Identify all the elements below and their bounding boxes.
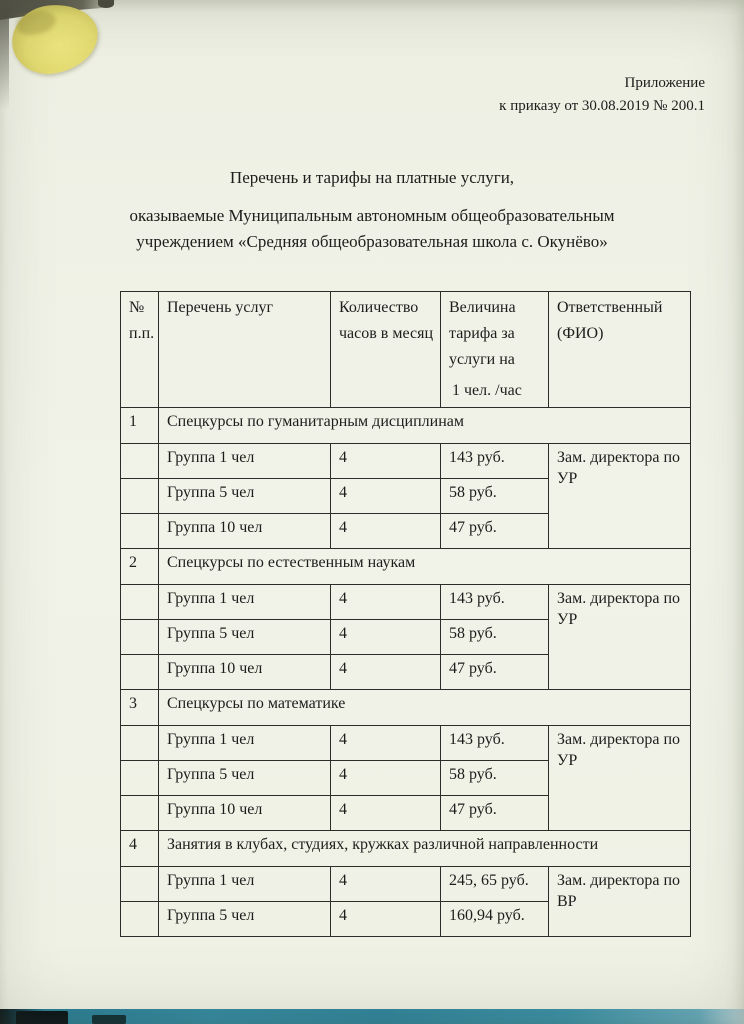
scan-left-edge-shade xyxy=(0,0,9,110)
section-2-responsible: Зам. директора по УР xyxy=(549,584,691,689)
section-3-title: Спецкурсы по математике xyxy=(159,689,691,725)
section-1-responsible: Зам. директора по УР xyxy=(549,443,691,548)
row-service: Группа 1 чел xyxy=(159,443,331,478)
row-tariff: 143 руб. xyxy=(441,443,549,478)
section-1-row xyxy=(121,407,691,443)
row-tariff: 58 руб. xyxy=(441,619,549,654)
row-tariff: 58 руб. xyxy=(441,760,549,795)
row-service: Группа 1 чел xyxy=(159,866,331,901)
row-service: Группа 10 чел xyxy=(159,513,331,548)
row-num-empty xyxy=(121,513,159,548)
section-4-row xyxy=(121,830,691,866)
annotation-line1: Приложение xyxy=(624,75,705,91)
scan-top-mark xyxy=(98,0,114,8)
section-1-title: Спецкурсы по гуманитарным дисциплинам xyxy=(159,407,691,443)
services-table xyxy=(120,291,691,937)
row-hours: 4 xyxy=(331,443,441,478)
section-2-title: Спецкурсы по естественным наукам xyxy=(159,548,691,584)
row-tariff: 47 руб. xyxy=(441,654,549,689)
section-3-row xyxy=(121,689,691,725)
row-tariff: 245, 65 руб. xyxy=(441,866,549,901)
row-tariff: 47 руб. xyxy=(441,513,549,548)
row-hours: 4 xyxy=(331,619,441,654)
section-3-number: 3 xyxy=(121,689,159,725)
title-line3: учреждением «Средняя общеобразовательная школа с. Окунёво» xyxy=(136,231,608,251)
section-2-row xyxy=(121,548,691,584)
row-hours: 4 xyxy=(331,654,441,689)
title-line2: оказываемые Муниципальным автономным общеобразовательным xyxy=(129,206,615,225)
row-num-empty xyxy=(121,760,159,795)
table-header-row xyxy=(121,292,691,408)
row-hours: 4 xyxy=(331,901,441,936)
title-line1: Перечень и тарифы на платные услуги, xyxy=(229,168,515,187)
annotation-block xyxy=(499,72,705,117)
header-tariff-line1: Величина тарифа за услуги на xyxy=(449,299,516,368)
row-num-empty xyxy=(121,478,159,513)
row-hours: 4 xyxy=(331,478,441,513)
section-4-responsible: Зам. директора по ВР xyxy=(549,866,691,936)
row-hours: 4 xyxy=(331,795,441,830)
section-3-item-1 xyxy=(121,725,691,760)
row-hours: 4 xyxy=(331,725,441,760)
row-tariff: 143 руб. xyxy=(441,584,549,619)
row-num-empty xyxy=(121,654,159,689)
section-2-number: 2 xyxy=(121,548,159,584)
row-hours: 4 xyxy=(331,866,441,901)
section-3-responsible: Зам. директора по УР xyxy=(549,725,691,830)
scan-bottom-strip xyxy=(0,1009,744,1024)
section-4-number: 4 xyxy=(121,830,159,866)
row-service: Группа 5 чел xyxy=(159,760,331,795)
header-hours: Количество часов в месяц xyxy=(331,292,441,408)
row-hours: 4 xyxy=(331,584,441,619)
row-tariff: 58 руб. xyxy=(441,478,549,513)
document-title xyxy=(0,168,744,254)
row-service: Группа 10 чел xyxy=(159,654,331,689)
row-num-empty xyxy=(121,619,159,654)
annotation-line2: к приказу от 30.08.2019 № 200.1 xyxy=(499,97,705,114)
section-1-number: 1 xyxy=(121,407,159,443)
row-service: Группа 5 чел xyxy=(159,901,331,936)
row-tariff: 47 руб. xyxy=(441,795,549,830)
section-4-item-1 xyxy=(121,866,691,901)
row-hours: 4 xyxy=(331,513,441,548)
section-4-title: Занятия в клубах, студиях, кружках различной направленности xyxy=(159,830,691,866)
row-service: Группа 1 чел xyxy=(159,584,331,619)
header-service: Перечень услуг xyxy=(159,292,331,408)
row-num-empty xyxy=(121,901,159,936)
row-num-empty xyxy=(121,584,159,619)
header-tariff-line2: 1 чел. /час xyxy=(452,381,522,399)
row-num-empty xyxy=(121,795,159,830)
header-tariff xyxy=(441,292,549,408)
section-1-item-1 xyxy=(121,443,691,478)
header-responsible: Ответственный (ФИО) xyxy=(549,292,691,408)
row-tariff: 143 руб. xyxy=(441,725,549,760)
row-num-empty xyxy=(121,725,159,760)
header-num: № п.п. xyxy=(121,292,159,408)
row-hours: 4 xyxy=(331,760,441,795)
row-service: Группа 1 чел xyxy=(159,725,331,760)
row-service: Группа 5 чел xyxy=(159,478,331,513)
row-num-empty xyxy=(121,866,159,901)
section-2-item-1 xyxy=(121,584,691,619)
row-num-empty xyxy=(121,443,159,478)
row-service: Группа 5 чел xyxy=(159,619,331,654)
row-tariff: 160,94 руб. xyxy=(441,901,549,936)
row-service: Группа 10 чел xyxy=(159,795,331,830)
